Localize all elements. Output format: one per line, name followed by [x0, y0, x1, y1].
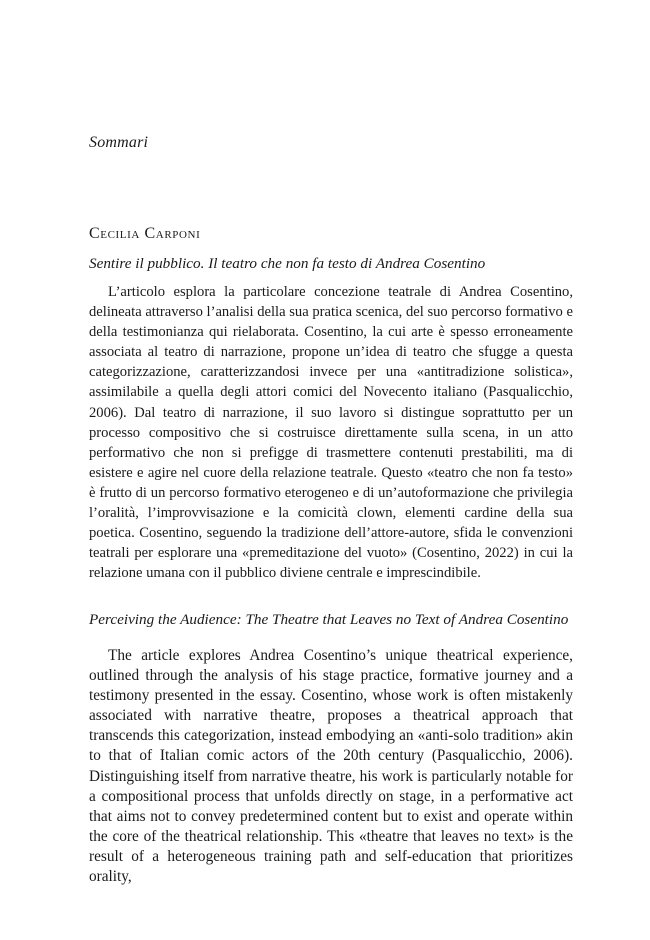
english-abstract: The article explores Andrea Cosentino’s unique theatrical experience, outlined through the analysis of his stage practice, formative journey and a testimony presented in the essay. Cosentino, whose work is often mistakenly associated with narrative theatre, proposes a theatrical approach that transcends this categorization, instead embodying an «anti-solo tradition» akin to that of Italian comic actors of the 20th century (Pasqualicchio, 2006). Distinguishing itself from narrative theatre, his work is particularly notable for a compositional process that unfolds directly on stage, in a performative act that aims not to convey predetermined content but to exist and operate within the core of the theatrical relationship. This «theatre that leaves no text» is the result of a heterogeneous training path and self-education that prioritizes orality,	[89, 647, 573, 886]
italian-abstract: L’articolo esplora la particolare concezione teatrale di Andrea Cosentino, delineata attraverso l’analisi della sua pratica scenica, del suo percorso formativo e della testimonianza qui rielaborata. Cosentino, la cui arte è spesso erroneamente associata al teatro di narrazione, propone un’idea di teatro che sfugge a questa categorizzazione, caratterizzandosi invece per una «antitradizione solistica», assimilabile a quella degli attori comici del Novecento italiano (Pasqualicchio, 2006). Dal teatro di narrazione, il suo lavoro si distingue soprattutto per un processo compositivo che si costruisce direttamente sulla scena, in un atto performativo che non si prefigge di trasmettere contenuti prestabiliti, ma di esistere e agire nel cuore della relazione teatrale. Questo «teatro che non fa testo» è frutto di un percorso formativo eterogeneo e di un’autoformazione che privilegia l’oralità, l’improvvisazione e la comicità clown, elementi cardine della sua poetica. Cosentino, seguendo la tradizione dell’attore-autore, sfida le convenzioni teatrali per esplorare una «premeditazione del vuoto» (Cosentino, 2022) in cui la relazione umana con il pubblico diviene centrale e imprescindibile.	[89, 284, 573, 582]
author-name: Cecilia Carponi	[89, 225, 201, 242]
italian-title: Sentire il pubblico. Il teatro che non fa testo di Andrea Cosentino	[89, 255, 486, 272]
english-title: Perceiving the Audience: The Theatre that Leaves no Text of Andrea Cosentino	[89, 611, 569, 628]
section-title: Sommari	[89, 134, 149, 151]
page	[89, 0, 573, 940]
